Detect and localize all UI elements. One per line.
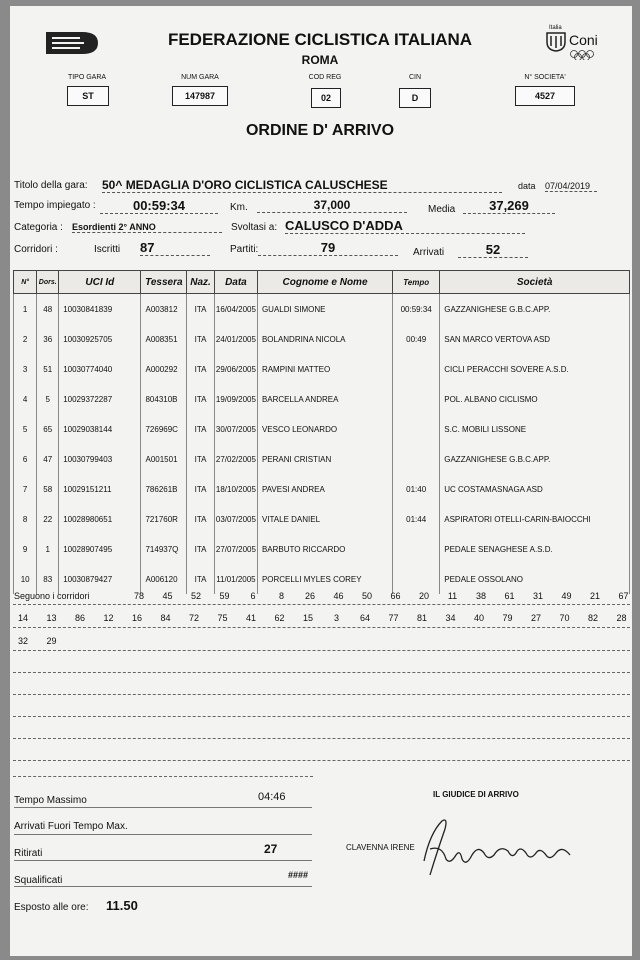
- category-value: Esordienti 2° ANNO: [72, 222, 222, 233]
- code-value-cod-reg: 02: [311, 88, 341, 108]
- cell-time: [393, 414, 440, 444]
- table-row: [14, 564, 630, 594]
- time-value: 00:59:34: [100, 198, 218, 214]
- following-rider-number: 40: [473, 613, 484, 623]
- following-rider-number: 6: [250, 591, 256, 601]
- cell-dorsal: 48: [37, 294, 59, 325]
- cell-time: 00:59:34: [393, 294, 440, 325]
- following-rider-number: 46: [333, 591, 344, 601]
- following-rider-number: 8: [278, 591, 284, 601]
- following-rider-number: 67: [618, 591, 629, 601]
- cell-nationality: ITA: [187, 474, 215, 504]
- media-label: Media: [428, 204, 456, 215]
- cell-team: GAZZANIGHESE G.B.C.APP.: [440, 444, 630, 474]
- km-label: Km.: [230, 202, 248, 213]
- code-label-cin: CIN: [408, 74, 422, 81]
- cell-team: S.C. MOBILI LISSONE: [440, 414, 630, 444]
- following-rider-number: 81: [416, 613, 427, 623]
- cell-uci-id: 10029372287: [59, 384, 141, 414]
- col-header-naz: Naz.: [187, 271, 215, 294]
- divider: [13, 604, 630, 605]
- following-rider-number: 70: [559, 613, 570, 623]
- cell-tessera: A001501: [141, 444, 187, 474]
- following-rider-number: 84: [160, 613, 171, 623]
- media-value: 37,269: [463, 198, 555, 214]
- cell-rider-name: BARBUTO RICCARDO: [257, 534, 392, 564]
- esposto-value: 11.50: [106, 898, 138, 913]
- cell-birth-date: 19/09/2005: [214, 384, 257, 414]
- cell-pos: 2: [14, 324, 37, 354]
- following-label: Seguono i corridori: [14, 591, 90, 601]
- divider: [13, 672, 630, 673]
- following-rider-number: 29: [46, 636, 57, 646]
- cell-tessera: 726969C: [141, 414, 187, 444]
- cell-uci-id: 10030925705: [59, 324, 141, 354]
- cell-time: [393, 354, 440, 384]
- judge-name: CLAVENNA IRENE: [346, 843, 415, 852]
- following-rider-number: 14: [17, 613, 28, 623]
- cell-uci-id: 10030841839: [59, 294, 141, 325]
- cell-dorsal: 36: [37, 324, 59, 354]
- cell-pos: 3: [14, 354, 37, 384]
- following-rider-number: 16: [131, 613, 142, 623]
- time-label: Tempo impiegato :: [14, 200, 96, 211]
- cell-pos: 4: [14, 384, 37, 414]
- federation-title: FEDERAZIONE CICLISTICA ITALIANA: [167, 30, 473, 49]
- code-value-num-gara: 147987: [172, 86, 228, 106]
- cell-nationality: ITA: [187, 414, 215, 444]
- divider: [13, 627, 630, 628]
- following-rider-number: 75: [217, 613, 228, 623]
- cell-dorsal: 47: [37, 444, 59, 474]
- divider: [14, 860, 312, 861]
- cell-team: ASPIRATORI OTELLI-CARIN-BAIOCCHI: [440, 504, 630, 534]
- following-rider-number: 62: [274, 613, 285, 623]
- table-row: [14, 444, 630, 474]
- following-rider-number: 34: [445, 613, 456, 623]
- following-rider-number: 66: [390, 591, 401, 601]
- following-rider-number: 32: [17, 636, 28, 646]
- cell-uci-id: 10029038144: [59, 414, 141, 444]
- following-rider-number: 12: [103, 613, 114, 623]
- cell-birth-date: 03/07/2005: [214, 504, 257, 534]
- squalificati-value: ####: [288, 870, 309, 880]
- cell-time: 01:40: [393, 474, 440, 504]
- cell-rider-name: BARCELLA ANDREA: [257, 384, 392, 414]
- cell-nationality: ITA: [187, 354, 215, 384]
- table-row: [14, 384, 630, 414]
- divider: [13, 650, 630, 651]
- cell-time: [393, 534, 440, 564]
- place-value: CALUSCO D'ADDA: [285, 218, 525, 234]
- cell-tessera: 714937Q: [141, 534, 187, 564]
- following-rider-number: 21: [589, 591, 600, 601]
- following-rider-number: 72: [188, 613, 199, 623]
- cell-rider-name: PERANI CRISTIAN: [257, 444, 392, 474]
- federation-city: ROMA: [301, 53, 339, 67]
- col-header-name: Cognome e Nome: [257, 271, 392, 294]
- cell-team: SAN MARCO VERTOVA ASD: [440, 324, 630, 354]
- cell-dorsal: 5: [37, 384, 59, 414]
- cell-uci-id: 10028980651: [59, 504, 141, 534]
- col-header-data: Data: [214, 271, 257, 294]
- italia-label: Italia: [549, 25, 562, 31]
- following-rider-number: 31: [532, 591, 543, 601]
- tempo-massimo-label: Tempo Massimo: [14, 795, 87, 806]
- cell-dorsal: 51: [37, 354, 59, 384]
- cell-rider-name: BOLANDRINA NICOLA: [257, 324, 392, 354]
- cell-nationality: ITA: [187, 294, 215, 325]
- cell-team: CICLI PERACCHI SOVERE A.S.D.: [440, 354, 630, 384]
- riders-label: Corridori :: [14, 244, 58, 255]
- cell-time: [393, 564, 440, 594]
- code-label-cod-reg: COD REG: [308, 74, 342, 81]
- ritirati-value: 27: [264, 842, 278, 856]
- col-header-societa: Società: [440, 271, 630, 294]
- cell-rider-name: VESCO LEONARDO: [257, 414, 392, 444]
- cell-dorsal: 58: [37, 474, 59, 504]
- iscritti-label: Iscritti: [94, 244, 121, 255]
- cell-nationality: ITA: [187, 444, 215, 474]
- cell-time: 01:44: [393, 504, 440, 534]
- cell-uci-id: 10030799403: [59, 444, 141, 474]
- table-row: [14, 354, 630, 384]
- code-label-tipo-gara: TIPO GARA: [67, 74, 107, 81]
- divider: [14, 807, 312, 808]
- cell-uci-id: 10030879427: [59, 564, 141, 594]
- fuori-tempo-label: Arrivati Fuori Tempo Max.: [14, 821, 128, 832]
- code-value-cin: D: [399, 88, 431, 108]
- arrivati-value: 52: [458, 242, 528, 258]
- cell-nationality: ITA: [187, 384, 215, 414]
- following-rider-number: 49: [561, 591, 572, 601]
- cell-rider-name: RAMPINI MATTEO: [257, 354, 392, 384]
- table-row: [14, 414, 630, 444]
- cell-time: [393, 384, 440, 414]
- arrivati-label: Arrivati: [413, 247, 445, 258]
- cell-rider-name: VITALE DANIEL: [257, 504, 392, 534]
- code-label-societa: N° SOCIETA': [524, 74, 566, 81]
- ritirati-label: Ritirati: [14, 848, 43, 859]
- table-row: [14, 324, 630, 354]
- race-title-label: Titolo della gara:: [14, 180, 88, 191]
- document-title: ORDINE D' ARRIVO: [245, 122, 395, 139]
- following-rider-number: 52: [190, 591, 201, 601]
- judge-label: IL GIUDICE DI ARRIVO: [433, 790, 519, 799]
- cell-pos: 6: [14, 444, 37, 474]
- cell-team: PEDALE OSSOLANO: [440, 564, 630, 594]
- cell-nationality: ITA: [187, 534, 215, 564]
- cell-dorsal: 22: [37, 504, 59, 534]
- cell-team: POL. ALBANO CICLISMO: [440, 384, 630, 414]
- partiti-value: 79: [258, 240, 398, 256]
- following-rider-number: 41: [245, 613, 256, 623]
- cell-pos: 5: [14, 414, 37, 444]
- cell-pos: 9: [14, 534, 37, 564]
- following-rider-number: 11: [447, 591, 458, 601]
- coni-label: Coni: [569, 32, 598, 48]
- race-title: 50^ MEDAGLIA D'ORO CICLISTICA CALUSCHESE: [102, 178, 502, 193]
- following-rider-number: 59: [219, 591, 230, 601]
- judge-signature: [412, 815, 582, 880]
- squalificati-label: Squalificati: [14, 875, 63, 886]
- following-rider-number: 77: [388, 613, 399, 623]
- cell-nationality: ITA: [187, 504, 215, 534]
- partiti-label: Partiti:: [230, 244, 259, 255]
- cell-birth-date: 27/07/2005: [214, 534, 257, 564]
- divider: [13, 760, 630, 761]
- cell-tessera: A006120: [141, 564, 187, 594]
- cell-tessera: 804310B: [141, 384, 187, 414]
- following-rider-number: 45: [162, 591, 173, 601]
- race-date-label: data: [518, 181, 536, 191]
- following-rider-number: 38: [475, 591, 486, 601]
- col-header-tessera: Tessera: [141, 271, 187, 294]
- following-rider-number: 26: [304, 591, 315, 601]
- following-rider-number: 50: [361, 591, 372, 601]
- category-label: Categoria :: [14, 222, 63, 233]
- following-rider-number: 13: [46, 613, 57, 623]
- col-header-num: N°: [14, 271, 37, 294]
- divider: [13, 694, 630, 695]
- cell-team: PEDALE SENAGHESE A.S.D.: [440, 534, 630, 564]
- cell-nationality: ITA: [187, 564, 215, 594]
- code-value-societa: 4527: [515, 86, 575, 106]
- cell-dorsal: 83: [37, 564, 59, 594]
- following-rider-number: 82: [587, 613, 598, 623]
- divider: [14, 834, 312, 835]
- cell-pos: 8: [14, 504, 37, 534]
- divider: [14, 886, 312, 887]
- col-header-tempo: Tempo: [393, 271, 440, 294]
- cell-rider-name: PAVESI ANDREA: [257, 474, 392, 504]
- cell-nationality: ITA: [187, 324, 215, 354]
- following-rider-number: 3: [333, 613, 339, 623]
- cell-tessera: A003812: [141, 294, 187, 325]
- cell-uci-id: 10028907495: [59, 534, 141, 564]
- following-rider-number: 20: [418, 591, 429, 601]
- following-rider-number: 79: [502, 613, 513, 623]
- following-rider-number: 61: [504, 591, 515, 601]
- cell-birth-date: 29/06/2005: [214, 354, 257, 384]
- cell-tessera: A008351: [141, 324, 187, 354]
- cell-time: 00:49: [393, 324, 440, 354]
- cell-uci-id: 10029151211: [59, 474, 141, 504]
- tempo-massimo-value: 04:46: [258, 791, 286, 803]
- cell-pos: 10: [14, 564, 37, 594]
- col-header-uci: UCI Id: [59, 271, 141, 294]
- cell-birth-date: 24/01/2005: [214, 324, 257, 354]
- cell-pos: 1: [14, 294, 37, 325]
- code-value-tipo-gara: ST: [67, 86, 109, 106]
- following-rider-number: 86: [74, 613, 85, 623]
- table-row: [14, 534, 630, 564]
- esposto-label: Esposto alle ore:: [14, 902, 89, 913]
- divider: [13, 776, 313, 777]
- following-rider-number: 28: [616, 613, 627, 623]
- iscritti-value: 87: [140, 240, 210, 256]
- following-rider-number: 27: [530, 613, 541, 623]
- cell-pos: 7: [14, 474, 37, 504]
- cell-team: GAZZANIGHESE G.B.C.APP.: [440, 294, 630, 325]
- km-value: 37,000: [257, 198, 407, 213]
- cell-dorsal: 1: [37, 534, 59, 564]
- following-rider-number: 78: [133, 591, 144, 601]
- cell-team: UC COSTAMASNAGA ASD: [440, 474, 630, 504]
- cell-rider-name: GUALDI SIMONE: [257, 294, 392, 325]
- divider: [13, 716, 630, 717]
- cell-birth-date: 16/04/2005: [214, 294, 257, 325]
- table-header-row: [14, 271, 630, 294]
- table-row: [14, 294, 630, 325]
- table-row: [14, 504, 630, 534]
- cell-dorsal: 65: [37, 414, 59, 444]
- table-row: [14, 474, 630, 504]
- cell-tessera: A000292: [141, 354, 187, 384]
- following-rider-number: 15: [302, 613, 313, 623]
- cell-birth-date: 11/01/2005: [214, 564, 257, 594]
- results-table: [13, 270, 630, 594]
- cell-tessera: 786261B: [141, 474, 187, 504]
- cell-birth-date: 18/10/2005: [214, 474, 257, 504]
- place-label: Svoltasi a:: [231, 222, 278, 233]
- col-header-dors: Dors.: [37, 271, 59, 294]
- cell-rider-name: PORCELLI MYLES COREY: [257, 564, 392, 594]
- race-date: 07/04/2019: [545, 181, 597, 192]
- cell-time: [393, 444, 440, 474]
- following-rider-number: 64: [359, 613, 370, 623]
- cell-tessera: 721760R: [141, 504, 187, 534]
- divider: [13, 738, 630, 739]
- cell-birth-date: 27/02/2005: [214, 444, 257, 474]
- cell-birth-date: 30/07/2005: [214, 414, 257, 444]
- code-label-num-gara: NUM GARA: [181, 74, 219, 81]
- cell-uci-id: 10030774040: [59, 354, 141, 384]
